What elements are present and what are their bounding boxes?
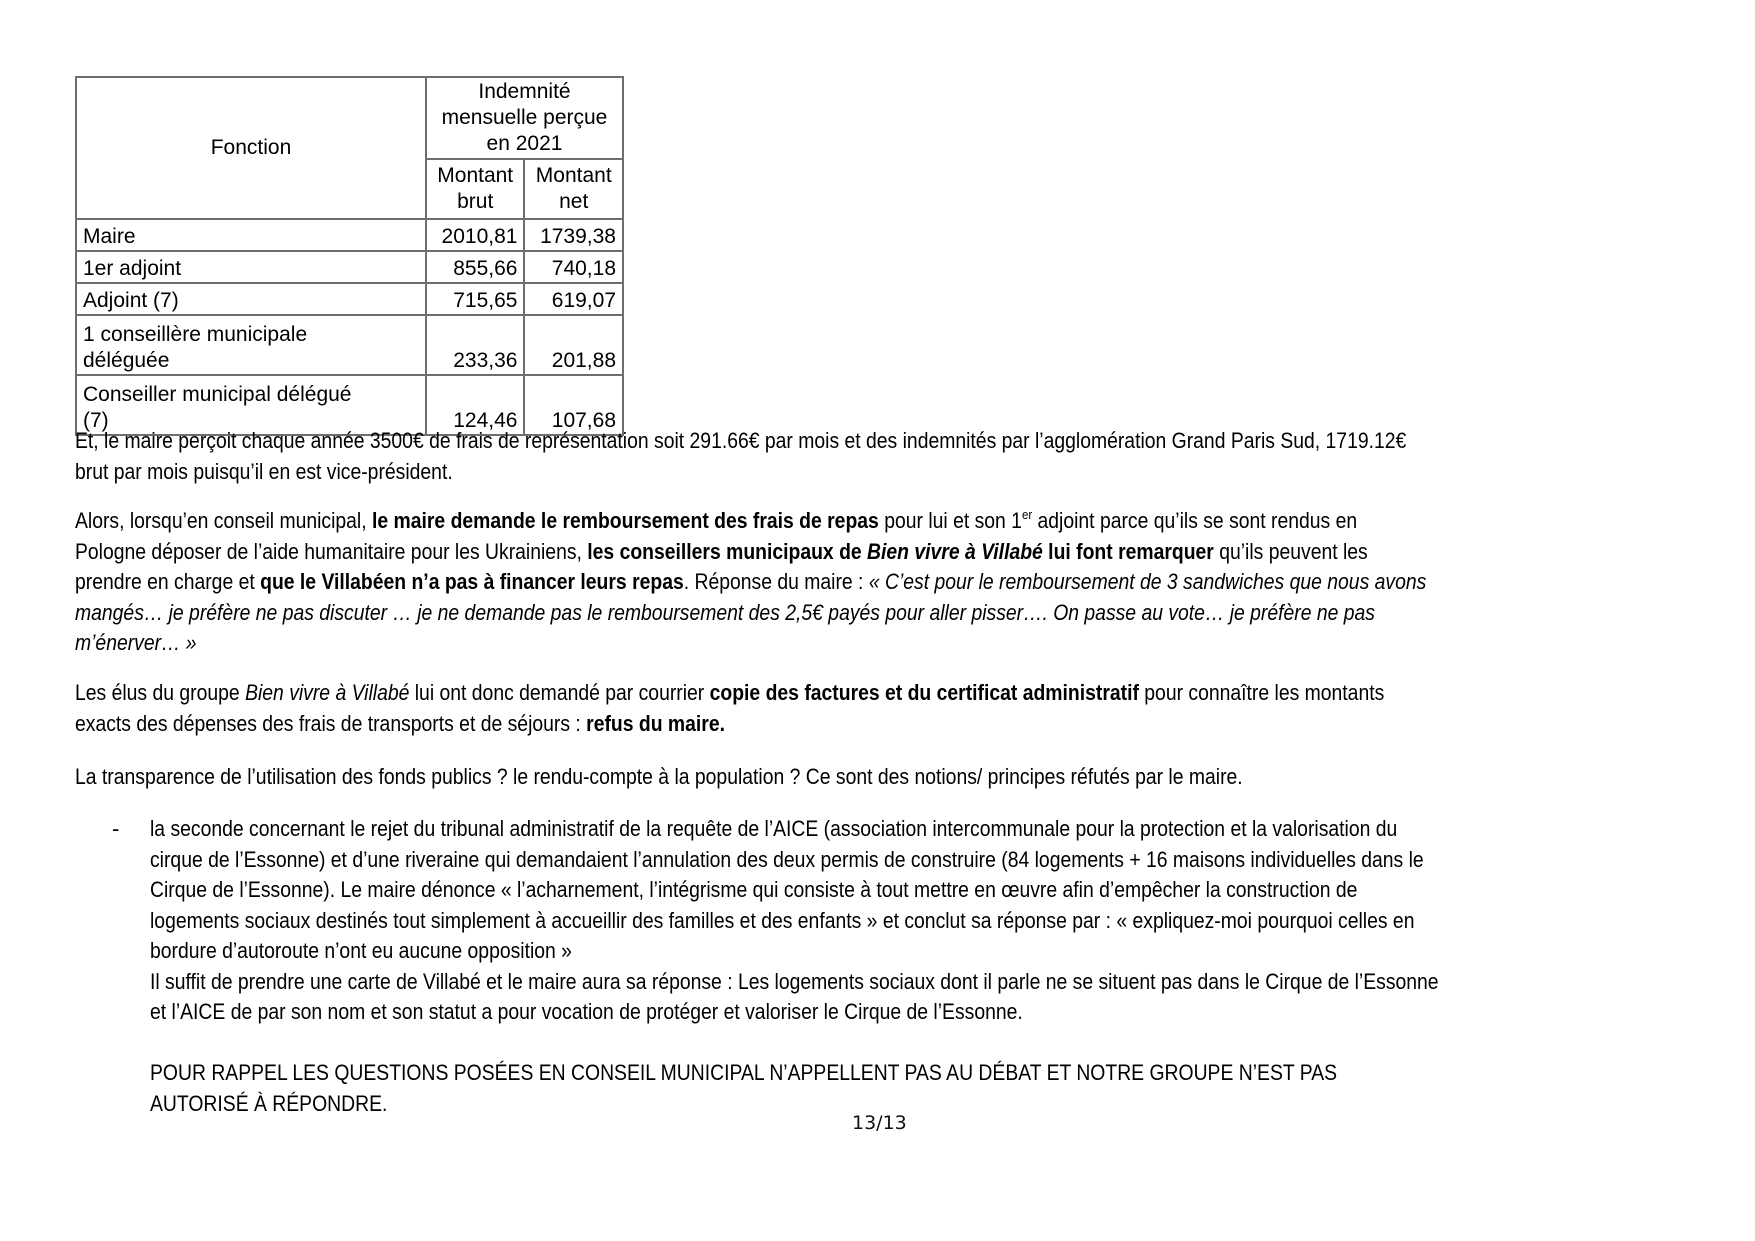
- text-run: Les élus du groupe: [75, 680, 246, 705]
- cell-net: 740,18: [524, 251, 623, 283]
- text-run: Alors, lorsqu’en conseil municipal,: [75, 508, 372, 533]
- header-net-amount: [524, 159, 623, 219]
- cell-gross: 855,66: [426, 251, 525, 283]
- paragraph-transparency: [75, 762, 1501, 793]
- text-line: [75, 537, 1501, 568]
- list-bullet-dash: -: [112, 816, 120, 841]
- header-function: Fonction: [76, 77, 426, 219]
- text-line: la seconde concernant le rejet du tribunal administratif de la requête de l’AICE (association intercommunale pour la protection et la valorisation du: [150, 816, 1398, 841]
- paragraph-meal-reimbursement: [75, 506, 1501, 659]
- header-net-line: Montant: [535, 164, 612, 187]
- text-line: logements sociaux destinés tout simplement à accueillir des familles et des enfants » et conclut sa réponse par : « expliquez-moi pourquoi celles en: [150, 907, 1415, 933]
- text-line: [75, 628, 1501, 659]
- group-name-bold-italic: Bien vivre à Villabé: [867, 538, 1043, 564]
- superscript: er: [1021, 507, 1033, 522]
- text-line: [75, 567, 1501, 598]
- reminder-line: POUR RAPPEL LES QUESTIONS POSÉES EN CONSEIL MUNICIPAL N’APPELLENT PAS AU DÉBAT ET NOTRE GROUPE N’EST PAS: [150, 1060, 1338, 1085]
- text-run-bold: les conseillers municipaux de: [587, 538, 868, 564]
- text-line: cirque de l’Essonne) et d’une riveraine qui demandaient l’annulation des deux permis de construire (84 logements + 16 maisons individuelles dans le: [150, 846, 1424, 872]
- group-name-italic: Bien vivre à Villabé: [245, 680, 410, 705]
- text-line: bordure d’autoroute n’ont eu aucune opposition »: [150, 938, 572, 963]
- cell-function-line: (7): [83, 409, 109, 432]
- text-run: lui ont donc demandé par courrier: [409, 680, 710, 705]
- text-run: exacts des dépenses des frais de transports et de séjours :: [75, 710, 587, 736]
- cell-function-line: Conseiller municipal délégué: [83, 383, 352, 406]
- text-run-bold: lui font remarquer: [1042, 538, 1214, 564]
- quote-italic: mangés… je préfère ne pas discuter … je ne demande pas le remboursement des 2,5€ payés pour aller pisser…. On passe au vote… je préfère ne pas: [75, 599, 1375, 625]
- text-line: Et, le maire perçoit chaque année 3500€ de frais de représentation soit 291.66€ par mois et des indemnités par l’agglomération Grand Paris Sud, 1719.12€: [75, 428, 1407, 453]
- text-line: [75, 709, 1501, 740]
- header-group-line: en 2021: [486, 132, 563, 155]
- cell-gross: 715,65: [426, 283, 525, 315]
- header-monthly-indemnity: [426, 77, 623, 159]
- table-row: [76, 251, 623, 283]
- list-item-tribunal: [150, 814, 1523, 1119]
- text-run: pour lui et son 1: [878, 508, 1022, 533]
- quote-italic: « C’est pour le remboursement de 3 sandwiches que nous avons: [868, 569, 1427, 594]
- table-row: [76, 283, 623, 315]
- text-line: [75, 598, 1501, 629]
- text-line: [75, 506, 1501, 537]
- header-net-line: net: [559, 190, 589, 213]
- cell-function: 1er adjoint: [76, 251, 426, 283]
- header-gross-line: Montant: [437, 164, 514, 187]
- quote-italic: m’énerver… »: [75, 630, 197, 655]
- cell-gross: 2010,81: [426, 219, 525, 251]
- text-line: brut par mois puisqu’il en est vice-président.: [75, 458, 453, 484]
- header-gross-amount: [426, 159, 525, 219]
- cell-function: Maire: [76, 219, 426, 251]
- cell-net: 619,07: [524, 283, 623, 315]
- table-header-row: [76, 77, 623, 159]
- text-run-bold: le maire demande le remboursement des frais de repas: [372, 508, 879, 533]
- header-gross-line: brut: [457, 190, 494, 213]
- text-line: Cirque de l’Essonne). Le maire dénonce « l’acharnement, l’intégrisme qui consiste à tout mettre en œuvre afin d’empêcher la construction de: [150, 877, 1358, 902]
- cell-gross: 124,46: [426, 375, 525, 435]
- paragraph-invoice-request: [75, 678, 1501, 739]
- text-run: adjoint parce qu’ils se sont rendus en: [1032, 508, 1358, 533]
- cell-function-line: déléguée: [83, 349, 170, 372]
- header-group-line: Indemnité: [478, 80, 571, 103]
- cell-net: 1739,38: [524, 219, 623, 251]
- table-row: [76, 219, 623, 251]
- cell-function-line: 1 conseillère municipale: [83, 323, 308, 346]
- header-group-line: mensuelle perçue: [441, 106, 608, 129]
- text-run: qu’ils peuvent les: [1213, 538, 1368, 564]
- page-number: 13/13: [852, 1112, 907, 1134]
- cell-gross: 233,36: [426, 315, 525, 375]
- text-run: . Réponse du maire :: [683, 569, 869, 594]
- text-run: Pologne déposer de l’aide humanitaire pour les Ukrainiens,: [75, 538, 588, 564]
- paragraph-representation-fees: [75, 426, 1501, 487]
- text-run-bold: que le Villabéen n’a pas à financer leurs repas: [260, 569, 684, 594]
- text-run: pour connaître les montants: [1138, 680, 1385, 705]
- text-run-bold: refus du maire.: [586, 710, 725, 736]
- cell-net: 107,68: [524, 375, 623, 435]
- cell-net: 201,88: [524, 315, 623, 375]
- text-run-bold: copie des factures et du certificat administratif: [709, 680, 1139, 705]
- text-run: prendre en charge et: [75, 569, 261, 594]
- cell-function: [76, 315, 426, 375]
- table-row: [76, 315, 623, 375]
- blank-line: [150, 1028, 1523, 1059]
- text-line: Il suffit de prendre une carte de Villabé et le maire aura sa réponse : Les logements sociaux dont il parle ne se situent pas dans le Cirque de l’Essonne: [150, 968, 1439, 994]
- indemnity-table: [75, 76, 624, 436]
- text-line: et l’AICE de par son nom et son statut a pour vocation de protéger et valoriser le Cirque de l’Essonne.: [150, 999, 1023, 1024]
- text-line: [75, 678, 1501, 709]
- text-line: La transparence de l’utilisation des fonds publics ? le rendu-compte à la population ? Ce sont des notions/ principes réfutés par le maire.: [75, 764, 1243, 789]
- cell-function: Adjoint (7): [76, 283, 426, 315]
- reminder-line: AUTORISÉ À RÉPONDRE.: [150, 1090, 388, 1116]
